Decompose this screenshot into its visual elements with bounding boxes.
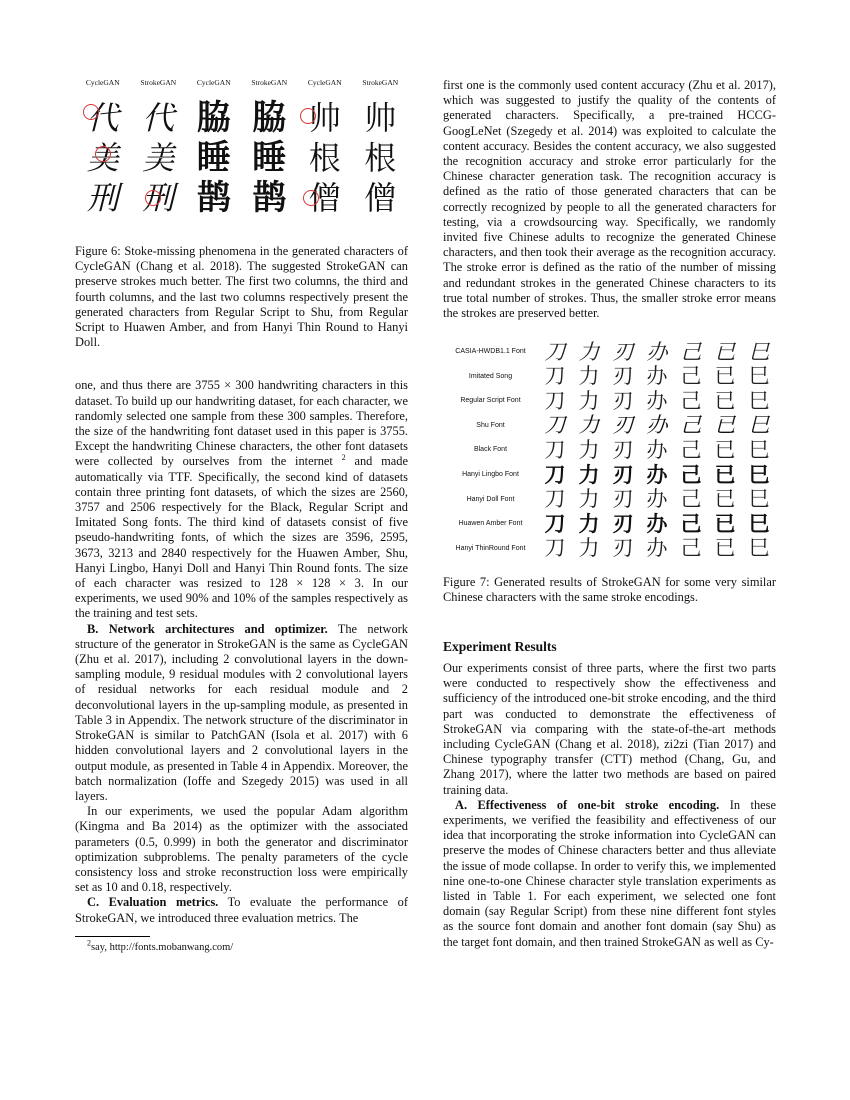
fig7-char: 己 [680, 536, 702, 561]
footnote-mark: 2 [87, 938, 91, 948]
fig7-row [443, 487, 776, 512]
missing-stroke-marker [83, 104, 99, 120]
fig7-row-chars [538, 487, 776, 511]
fig7-row-chars [538, 438, 776, 462]
fig7-char: 已 [714, 536, 736, 561]
fig6-header: StrokeGAN [140, 78, 177, 87]
fig7-char: 刀 [544, 511, 566, 536]
fig6-char: 根 [308, 139, 341, 177]
fig6-header: StrokeGAN [251, 78, 288, 87]
fig7-char: 刀 [544, 536, 566, 561]
fig7-char: 刃 [612, 536, 634, 561]
fig7-char: 刃 [612, 413, 634, 438]
fig7-row-label: Hanyi Doll Font [466, 495, 515, 503]
fig7-char: 己 [680, 413, 702, 438]
fig7-char: 已 [714, 339, 736, 364]
fig7-char: 已 [714, 413, 736, 438]
fig7-char: 刃 [612, 437, 634, 462]
fig7-char: 已 [714, 487, 736, 512]
fig7-char: 刃 [612, 388, 634, 413]
fig7-char: 刃 [612, 462, 634, 487]
fig7-char: 力 [578, 413, 600, 438]
paragraph-metrics [75, 895, 408, 925]
fig7-char: 办 [646, 339, 668, 364]
fig7-char: 巳 [748, 536, 770, 561]
fig7-row-chars [538, 463, 776, 487]
fig7-char: 办 [646, 437, 668, 462]
paragraph-text: Our experiments consist of three parts, where the first two parts were conducted to respectively show the effectiveness and sufficiency of the introduced one-bit stroke encoding, and the third part was conducted to demonstrate the effectiveness of StrokeGAN via comparing with the state-of-the-art methods including CycleGAN (Chang et al. 2018), zi2zi (Tian 2017) and Chinese typography transfer (CTT) method (Chang, Gu, and Zhang 2017), where the latter two methods are based on paired training data. [443, 661, 776, 797]
fig7-row [443, 536, 776, 561]
fig6-char: 僧 [364, 179, 397, 217]
fig6-char: 代 [142, 99, 175, 137]
paragraph-one-bit [443, 798, 776, 950]
figure-7-caption [443, 575, 776, 605]
figure-6-character-grid [75, 98, 408, 218]
paragraph-text: The network structure of the generator in StrokeGAN is the same as CycleGAN (Zhu et al. 2017), including 2 convolutional layers in the down-sampling module, 9 residual modules with 2 convolutional layers of residual networks for each residual module and 2 deconvolutional layers in the up-sampling module, as presented in Table 3 in Appendix. The network structure of the discriminator in StrokeGAN is similar to PatchGAN (Isola et al. 2017) with 6 hidden convolutional layers and 2 convolutional layers in the output module, as presented in Table 4 in Appendix. Moreover, the batch normalization (Ioffe and Szegedy 2015) was used in all layers. [75, 621, 408, 803]
fig7-row-label: CASIA-HWDB1.1 Font [455, 348, 526, 356]
fig6-header: CycleGAN [307, 78, 342, 87]
fig6-char: 刑 [142, 179, 175, 217]
fig7-char: 巳 [748, 511, 770, 536]
fig7-char: 力 [578, 487, 600, 512]
fig7-char: 己 [680, 437, 702, 462]
right-column [443, 78, 776, 950]
fig7-char: 办 [646, 536, 668, 561]
fig7-char: 己 [680, 487, 702, 512]
fig7-row [443, 511, 776, 536]
fig7-char: 刃 [612, 339, 634, 364]
fig7-char: 巳 [748, 388, 770, 413]
fig7-row-label: Shu Font [476, 421, 505, 429]
fig7-row [443, 413, 776, 438]
fig7-row-label: Imitated Song [468, 372, 513, 380]
subsection-heading: C. Evaluation metrics. [87, 895, 219, 910]
paragraph-text: In these experiments, we verified the feasibility and effectiveness of our idea that incorporating the stroke information into CycleGAN can preserve the modes of Chinese characters better and thus alleviate the issue of mode collapse. In order to verify this, we implemented nine one-to-one Chinese character style translation experiments as listed in Table 1. For each experiment, we selected one font domain (say Regular Script) from these nine different font styles as the source font domain and another font domain (say Shu) as the target font domain, and then trained StrokeGAN as well as Cy- [443, 797, 776, 949]
left-column [75, 78, 408, 954]
figure-6-caption [75, 244, 408, 350]
fig7-row [443, 364, 776, 389]
fig7-char: 力 [578, 462, 600, 487]
fig7-char: 刀 [544, 437, 566, 462]
fig7-char: 刃 [612, 511, 634, 536]
fig7-char: 巳 [748, 487, 770, 512]
fig7-row [443, 388, 776, 413]
paragraph-text: first one is the commonly used content accuracy (Zhu et al. 2017), which was suggested to justify the quality of the contents of generated characters. Specifically, a pre-trained HCCG-GoogLeNet (Szegedy et al. 2014) was exploited to calculate the content accuracy. Besides the content accuracy, we also suggested the recognition accuracy and stroke error particularly for the Chinese character generation task. The recognition accuracy is defined as the ratio of those generated characters that can be correctly recognized by people to all the generated characters for testing, via a crowdsourcing way. Specifically, we randomly invited five Chinese adults to recognize the generated Chinese characters, and then took their average as the recognition accuracy. The stroke error is defined as the ratio of the number of missing and redundant strokes in the generated Chinese characters to its true total number of strokes. Thus, the smaller stroke error means the strokes are preserved better. [443, 78, 776, 321]
fig6-header: CycleGAN [85, 78, 120, 87]
footnote [75, 938, 408, 954]
fig7-row-chars [538, 340, 776, 364]
fig7-char: 力 [578, 511, 600, 536]
paragraph-text: In our experiments, we used the popular Adam algorithm (Kingma and Ba 2014) as the optimizer with the associated parameters (0.5, 0.999) in both the generator and discriminator optimization subproblems. The penalty parameters of the cycle consistency loss and stroke reconstruction loss were empirically set as 10 and 0.18, respectively. [75, 804, 408, 895]
fig6-char: 代 [86, 99, 119, 137]
fig7-char: 已 [714, 364, 736, 389]
paragraph-network [75, 622, 408, 804]
fig7-row-label: Black Font [473, 446, 508, 454]
fig6-char: 鹊 [196, 178, 231, 218]
fig6-char: 帅 [364, 99, 397, 137]
fig7-row-chars [538, 413, 776, 437]
fig7-char: 刀 [544, 413, 566, 438]
fig7-row-label: Hanyi ThinRound Font [455, 544, 526, 552]
fig6-char: 美 [142, 139, 175, 177]
fig7-row [443, 462, 776, 487]
fig6-char: 美 [86, 139, 119, 177]
paragraph-experiments [443, 661, 776, 798]
fig7-char: 已 [714, 388, 736, 413]
paragraph-dataset [75, 378, 408, 621]
paragraph-text: and made automatically via TTF. Specifically, the second kind of datasets contain three printing font datasets, of which the sizes are 2560, 3757 and 2506 respectively for the Black, Regular Script and Imitated Song fonts. The third kind of datasets consist of five pseudo-handwriting fonts, of which the sizes are 3596, 2595, 3673, 3213 and 2840 respectively for the Huawen Amber, Shu, Hanyi Lingbo, Hanyi Doll and Hanyi Thin Round fonts. The size of each character was resized to 128 × 128 × 3. In our experiments, we used 90% and 10% of the samples respectively as the training and test sets. [75, 454, 408, 621]
footnote-text: say, http://fonts.mobanwang.com/ [91, 941, 234, 953]
fig7-char: 力 [578, 388, 600, 413]
missing-stroke-marker [303, 190, 319, 206]
fig7-char: 巳 [748, 462, 770, 487]
figure-6-caption-text: Figure 6: Stoke-missing phenomena in the generated characters of CycleGAN (Chang et al. 2018). The suggested StrokeGAN can preserve strokes much better. The first two columns, the third and fourth columns, and the last two columns respectively present the generated characters from Regular Script to Shu, from Regular Script to Huawen Amber, and from Hanyi Thin Round to Hanyi Doll. [75, 244, 408, 350]
fig7-char: 刃 [612, 364, 634, 389]
figure-7-caption-text: Figure 7: Generated results of StrokeGAN for some very similar Chinese characters with the same stroke encodings. [443, 574, 776, 604]
fig7-row-chars [538, 389, 776, 413]
fig7-char: 力 [578, 339, 600, 364]
fig6-header: CycleGAN [196, 78, 231, 87]
fig7-char: 办 [646, 511, 668, 536]
fig7-row-label: Hanyi Lingbo Font [462, 471, 519, 479]
fig6-char: 脇 [252, 98, 287, 138]
fig7-char: 办 [646, 388, 668, 413]
paragraph-text: To evaluate the performance of StrokeGAN, we introduced three evaluation metrics. The [75, 895, 409, 925]
fig7-char: 力 [578, 437, 600, 462]
paragraph-metrics-cont [443, 78, 776, 321]
fig6-char: 脇 [196, 98, 231, 138]
fig7-char: 巳 [748, 437, 770, 462]
fig7-row [443, 339, 776, 364]
fig7-row-chars [538, 364, 776, 388]
fig7-char: 办 [646, 462, 668, 487]
missing-stroke-marker [145, 190, 161, 206]
fig7-char: 力 [578, 364, 600, 389]
fig6-char: 帅 [308, 99, 341, 137]
fig7-row-label: Huawen Amber Font [458, 520, 523, 528]
fig7-char: 已 [714, 437, 736, 462]
fig7-char: 办 [646, 364, 668, 389]
missing-stroke-marker [300, 108, 316, 124]
fig7-char: 刀 [544, 339, 566, 364]
fig7-char: 己 [680, 511, 702, 536]
footnote-rule [75, 936, 150, 937]
fig7-char: 刃 [612, 487, 634, 512]
paragraph-text: one, and thus there are 3755 × 300 handwriting characters in this dataset. To build up our handwriting dataset, for each character, we randomly selected one sample from these 300 samples. Therefore, the size of the handwriting font dataset used in this paper is 3755. Except the handwriting Chinese characters, the other font datasets were collected by ourselves from the internet [75, 378, 408, 469]
figure-6 [75, 78, 408, 238]
fig7-char: 巳 [748, 339, 770, 364]
subsection-heading: A. Effectiveness of one-bit stroke encoding. [455, 797, 720, 812]
fig7-row-chars [538, 512, 776, 536]
section-title: Experiment Results [443, 639, 557, 654]
paragraph-optimizer [75, 804, 408, 895]
fig7-char: 己 [680, 388, 702, 413]
fig7-char: 办 [646, 487, 668, 512]
fig7-row-label: Regular Script Font [460, 397, 521, 405]
fig7-char: 办 [646, 413, 668, 438]
fig7-row [443, 438, 776, 463]
fig6-char: 刑 [86, 179, 119, 217]
fig6-char: 睡 [252, 138, 287, 178]
fig7-char: 己 [680, 339, 702, 364]
fig7-char: 力 [578, 536, 600, 561]
fig7-char: 巳 [748, 413, 770, 438]
fig7-char: 己 [680, 364, 702, 389]
fig7-char: 巳 [748, 364, 770, 389]
fig7-char: 刀 [544, 388, 566, 413]
fig6-char: 鹊 [252, 178, 287, 218]
fig6-char: 僧 [308, 179, 341, 217]
fig7-char: 已 [714, 511, 736, 536]
fig7-row-chars [538, 536, 776, 560]
missing-stroke-marker [95, 146, 111, 162]
fig6-header: StrokeGAN [362, 78, 399, 87]
figure-6-column-headers [75, 78, 408, 92]
figure-7 [443, 339, 776, 560]
fig7-char: 已 [714, 462, 736, 487]
fig6-char: 根 [364, 139, 397, 177]
fig6-char: 睡 [196, 138, 231, 178]
fig7-char: 刀 [544, 462, 566, 487]
fig7-char: 刀 [544, 364, 566, 389]
fig7-char: 己 [680, 462, 702, 487]
subsection-heading: B. Network architectures and optimizer. [87, 621, 328, 636]
fig7-char: 刀 [544, 487, 566, 512]
footnote-ref: 2 [341, 453, 346, 463]
